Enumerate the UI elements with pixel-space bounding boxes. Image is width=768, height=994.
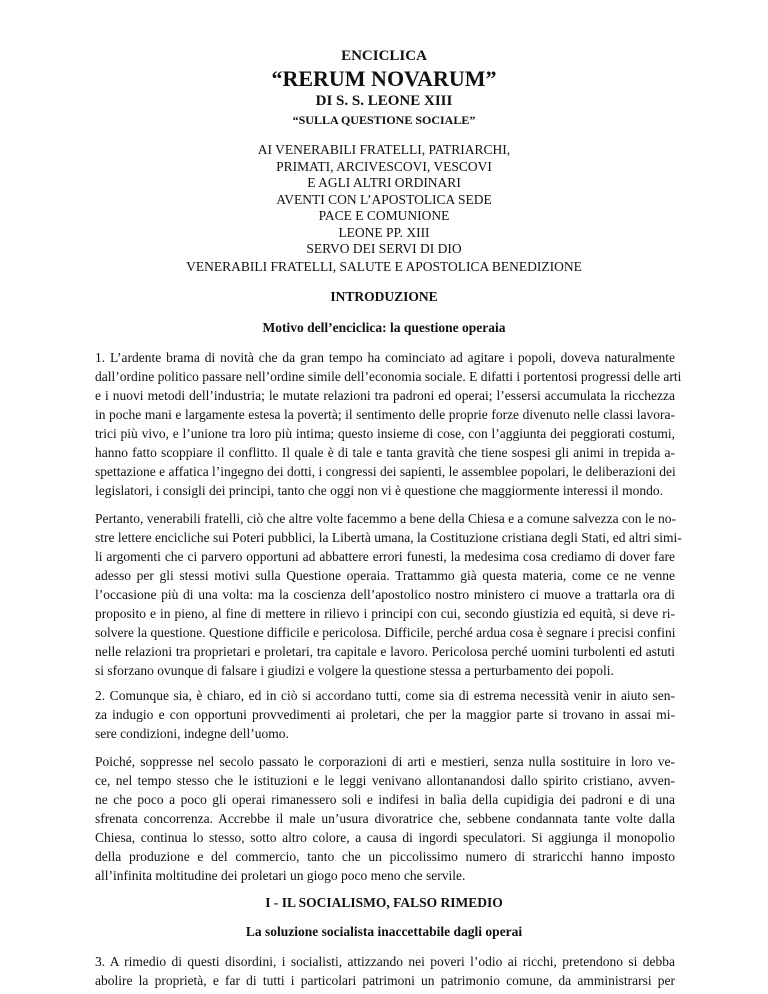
address-line: E AGLI ALTRI ORDINARI [307, 175, 461, 190]
intro-subheading: Motivo dell’enciclica: la questione operaia [262, 320, 506, 335]
paragraph-5: 3. A rimedio di questi disordini, i socialisti, attizzando nei poveri l’odio ai ricchi, pretendono si debba abolire la proprietà, e far di tutti i particolari patrimoni un patrimonio comune, da amministrarsi per [95, 954, 675, 988]
address-block [0, 142, 768, 258]
address-line: SERVO DEI SERVI DI DIO [306, 241, 462, 256]
paragraph-4: Poiché, soppresse nel secolo passato le corporazioni di arti e mestieri, senza nulla sostituire in loro ve- ce, nel tempo stesso che le istituzioni e le leggi venivano allontanandosi dallo spirito cristiano, avven- ne che poco a poco gli operai rimanessero soli e indifesi in balìa della cupidigia dei padroni e di una sfrenata concorrenza. Accrebbe il male un’usura divoratrice che, sebbene condannata tante volte dalla Chiesa, continua lo stesso, sotto altro colore, a causa di ingordi speculatori. Si aggiunga il monopolio della produzione e del commercio, tanto che un piccolissimo numero di straricchi hanno imposto all’infinita moltitudine dei proletari un giogo poco meno che servile. [95, 754, 675, 883]
address-line: AVENTI CON L’APOSTOLICA SEDE [276, 191, 492, 207]
greeting: VENERABILI FRATELLI, SALUTE E APOSTOLICA BENEDIZIONE [186, 259, 582, 274]
address-line: PRIMATI, ARCIVESCOVI, VESCOVI [276, 158, 492, 174]
section-1-heading: I - IL SOCIALISMO, FALSO RIMEDIO [265, 895, 503, 910]
document-author: DI S. S. LEONE XIII [315, 93, 453, 109]
section-1-subheading: La soluzione socialista inaccettabile dagli operai [245, 924, 523, 939]
paragraph-3: 2. Comunque sia, è chiaro, ed in ciò si accordano tutti, come sia di estrema necessità venir in aiuto sen- za indugio e con opportuni provvedimenti ai proletari, che per la maggior parte si trovano in assai mi- sere condizioni, indegne dell’uomo. [95, 688, 675, 741]
address-line: LEONE PP. XIII [338, 224, 430, 240]
document-title: “RERUM NOVARUM” [271, 66, 497, 91]
address-line: AI VENERABILI FRATELLI, PATRIARCHI, [257, 142, 511, 157]
paragraph-2: Pertanto, venerabili fratelli, ciò che altre volte facemmo a bene della Chiesa e a comune salvezza con le no- stre lettere encicliche sui Poteri pubblici, la Libertà umana, la Costituzione cristiana degli Stati, ed altri simi- li argomenti che ci parvero opportuni ad abbattere errori funesti, la medesima cosa crediamo di dover fare adesso per gli stessi motivi sulla Questione operaia. Trattammo già questa materia, come ce ne venne l’occasione più di una volta: ma la coscienza dell’apostolico nostro ministero ci muove a trattarla ora di proposito e in pieno, al fine di mettere in rilievo i principi con cui, secondo giustizia ed equità, si deve ri- solvere la questione. Questione difficile e pericolosa. Difficile, perché ardua cosa è segnare i precisi confini nelle relazioni tra proprietari e proletari, tra capitale e lavoro. Pericolosa perché uomini turbolenti ed astuti si sforzano ovunque di falsare i giudizi e volgere la questione stessa a perturbamento dei popoli. [95, 511, 682, 678]
document-subtitle: “SULLA QUESTIONE SOCIALE” [292, 113, 476, 127]
intro-heading: INTRODUZIONE [330, 289, 438, 304]
document-kicker: ENCICLICA [341, 48, 427, 64]
address-line: PACE E COMUNIONE [318, 208, 450, 223]
paragraph-1: 1. L’ardente brama di novità che da gran tempo ha cominciato ad agitare i popoli, doveva naturalmente dall’ordine politico passare nell’ordine simile dell’economia sociale. E difatti i portentosi progressi delle arti e i nuovi metodi dell’industria; le mutate relazioni tra padroni ed operai; l’essersi accumulata la ricchezza in poche mani e largamente estesa la povertà; il sentimento delle proprie forze divenuto nelle classi lavora- trici più vivo, e l’unione tra loro più intima; questo insieme di cose, con l’aggiunta dei peggiorati costumi, hanno fatto scoppiare il conflitto. Il quale è di tale e tanta gravità che tiene sospesi gli animi in trepida a- spettazione e affatica l’ingegno dei dotti, i congressi dei sapienti, le assemblee popolari, le deliberazioni dei legislatori, i consigli dei principi, tanto che oggi non vi è questione che maggiormente interessi il mondo. [95, 350, 682, 498]
